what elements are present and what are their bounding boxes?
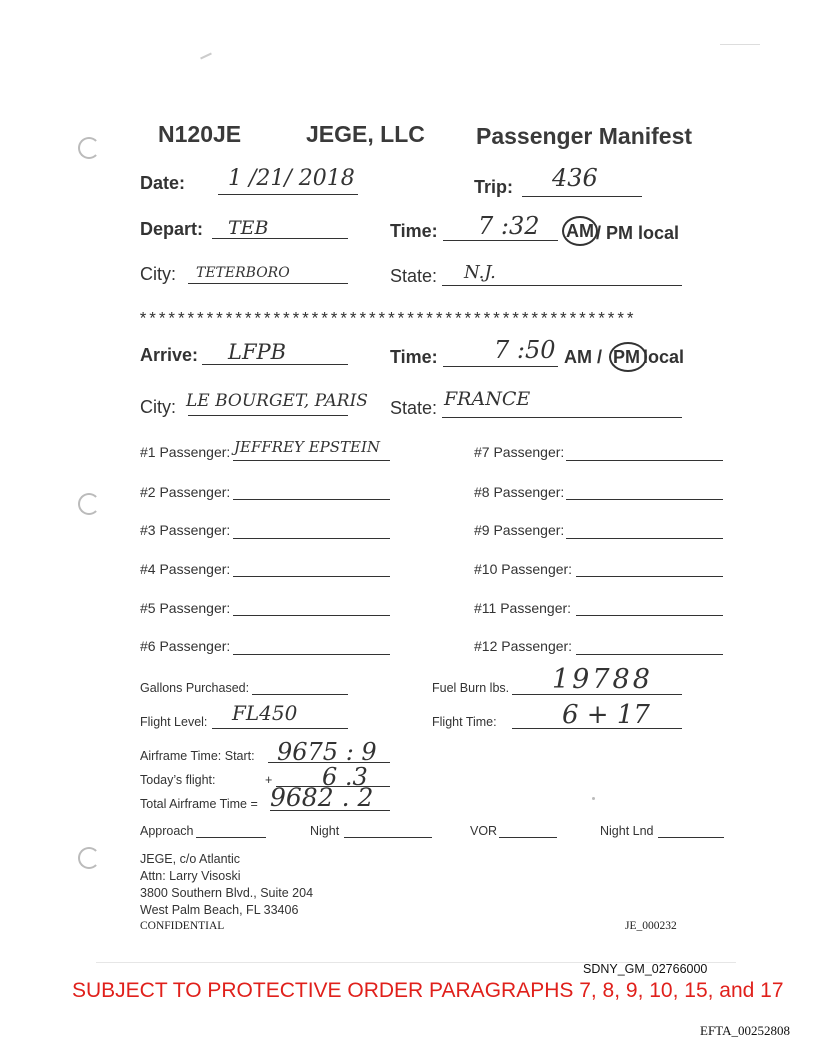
arrive-time-value: 7 :50	[494, 336, 556, 364]
passenger-3-label: #3 Passenger:	[140, 522, 231, 538]
arrive-value: LFPB	[228, 340, 287, 364]
confidential-label: CONFIDENTIAL	[140, 920, 225, 932]
passenger-11-line	[576, 615, 723, 616]
scan-dot	[592, 797, 595, 800]
depart-time-line	[443, 240, 558, 241]
arrive-state-label: State:	[390, 398, 438, 418]
gallons-label: Gallons Purchased:	[140, 681, 250, 695]
passenger-6-label: #6 Passenger:	[140, 638, 231, 654]
total-airframe-label: Total Airframe Time =	[140, 797, 258, 811]
arrive-pm: PM	[613, 347, 640, 367]
date-value: 1 /21/ 2018	[228, 166, 355, 191]
depart-city-line	[188, 283, 348, 284]
tail-number: N120JE	[158, 121, 242, 147]
passenger-6-line	[233, 654, 390, 655]
night-lnd-line	[658, 837, 724, 838]
passenger-1-line	[233, 460, 390, 461]
depart-value: TEB	[228, 217, 269, 239]
flight-time-value: 6 + 17	[562, 700, 650, 730]
passenger-4-label: #4 Passenger:	[140, 561, 231, 577]
flight-time-label: Flight Time:	[432, 715, 497, 729]
scan-smudge	[200, 53, 212, 60]
passenger-10-line	[576, 576, 723, 577]
arrive-am: AM /	[564, 347, 602, 367]
total-airframe-value: 9682 . 2	[270, 783, 374, 812]
address-line-2: Attn: Larry Visoski	[140, 869, 241, 883]
passenger-5-line	[233, 615, 390, 616]
passenger-1-label: #1 Passenger:	[140, 444, 231, 460]
passenger-8-label: #8 Passenger:	[474, 484, 565, 500]
depart-state-line	[442, 285, 682, 286]
trip-value: 436	[552, 164, 598, 192]
todays-flight-value: 6 .3	[322, 763, 368, 791]
arrive-label: Arrive:	[140, 345, 199, 365]
passenger-9-line	[566, 538, 723, 539]
scan-smudge	[720, 44, 760, 45]
passenger-7-line	[566, 460, 723, 461]
trip-label: Trip:	[474, 177, 513, 197]
approach-label: Approach	[140, 824, 194, 838]
todays-flight-label: Today’s flight:	[140, 773, 216, 787]
sdny-number: SDNY_GM_02766000	[583, 962, 708, 976]
address-line-1: JEGE, c/o Atlantic	[140, 852, 241, 866]
depart-city-value: TETERBORO	[196, 265, 290, 281]
arrive-line	[202, 364, 348, 365]
fuel-burn-value: 19788	[552, 664, 653, 695]
arrive-city-line	[188, 415, 348, 416]
protective-order-banner: SUBJECT TO PROTECTIVE ORDER PARAGRAPHS 7, 8, 9, 10, 15, and 17	[72, 979, 784, 1002]
arrive-state-line	[442, 417, 682, 418]
depart-state-value: N.J.	[464, 262, 496, 283]
depart-time-label: Time:	[390, 221, 438, 241]
depart-time-value: 7 :32	[478, 212, 540, 240]
address-line-3: 3800 Southern Blvd., Suite 204	[140, 886, 314, 900]
punch-hole-mark	[78, 137, 100, 159]
flight-level-value: FL450	[232, 701, 298, 725]
night-lnd-label: Night Lnd	[600, 824, 654, 838]
date-label: Date:	[140, 173, 186, 193]
todays-flight-plus: +	[265, 773, 273, 787]
passenger-12-label: #12 Passenger:	[474, 638, 573, 654]
vor-label: VOR	[470, 824, 498, 838]
passenger-12-line	[576, 654, 723, 655]
arrive-time-label: Time:	[390, 347, 438, 367]
address-line-4: West Palm Beach, FL 33406	[140, 903, 299, 917]
arrive-time-line	[443, 366, 558, 367]
passenger-1-value: JEFFREY EPSTEIN	[234, 438, 381, 456]
depart-label: Depart:	[140, 219, 204, 239]
approach-line	[196, 837, 266, 838]
trip-line	[522, 196, 642, 197]
vor-line	[499, 837, 557, 838]
arrive-city-label: City:	[140, 397, 176, 417]
fuel-burn-label: Fuel Burn lbs.	[432, 681, 510, 695]
depart-pm-local: / PM local	[596, 223, 680, 243]
arrive-state-value: FRANCE	[444, 388, 531, 410]
arrive-local: local	[643, 347, 685, 367]
flight-level-line	[212, 728, 348, 729]
night-line	[344, 837, 432, 838]
company-name: JEGE, LLC	[306, 121, 425, 147]
efta-number: EFTA_00252808	[700, 1023, 790, 1038]
passenger-10-label: #10 Passenger:	[474, 561, 573, 577]
depart-state-label: State:	[390, 266, 438, 286]
airframe-start-label: Airframe Time: Start:	[140, 749, 255, 763]
passenger-11-label: #11 Passenger:	[474, 600, 572, 616]
flight-level-label: Flight Level:	[140, 715, 208, 729]
gallons-line	[252, 694, 348, 695]
address-block	[140, 851, 313, 919]
airframe-start-value: 9675 : 9	[277, 738, 377, 766]
passenger-8-line	[566, 499, 723, 500]
passenger-2-line	[233, 499, 390, 500]
depart-am: AM	[566, 221, 594, 241]
punch-hole-mark	[78, 493, 100, 515]
night-label: Night	[310, 824, 340, 838]
passenger-2-label: #2 Passenger:	[140, 484, 231, 500]
passenger-3-line	[233, 538, 390, 539]
passenger-9-label: #9 Passenger:	[474, 522, 565, 538]
passenger-4-line	[233, 576, 390, 577]
punch-hole-mark	[78, 847, 100, 869]
passenger-5-label: #5 Passenger:	[140, 600, 231, 616]
arrive-city-value: LE BOURGET, PARIS	[186, 391, 368, 411]
date-line	[218, 194, 358, 195]
je-number: JE_000232	[625, 920, 677, 932]
passenger-7-label: #7 Passenger:	[474, 444, 565, 460]
separator-line: ****************************************************	[138, 311, 635, 330]
page-title: Passenger Manifest	[476, 123, 693, 149]
depart-city-label: City:	[140, 264, 176, 284]
